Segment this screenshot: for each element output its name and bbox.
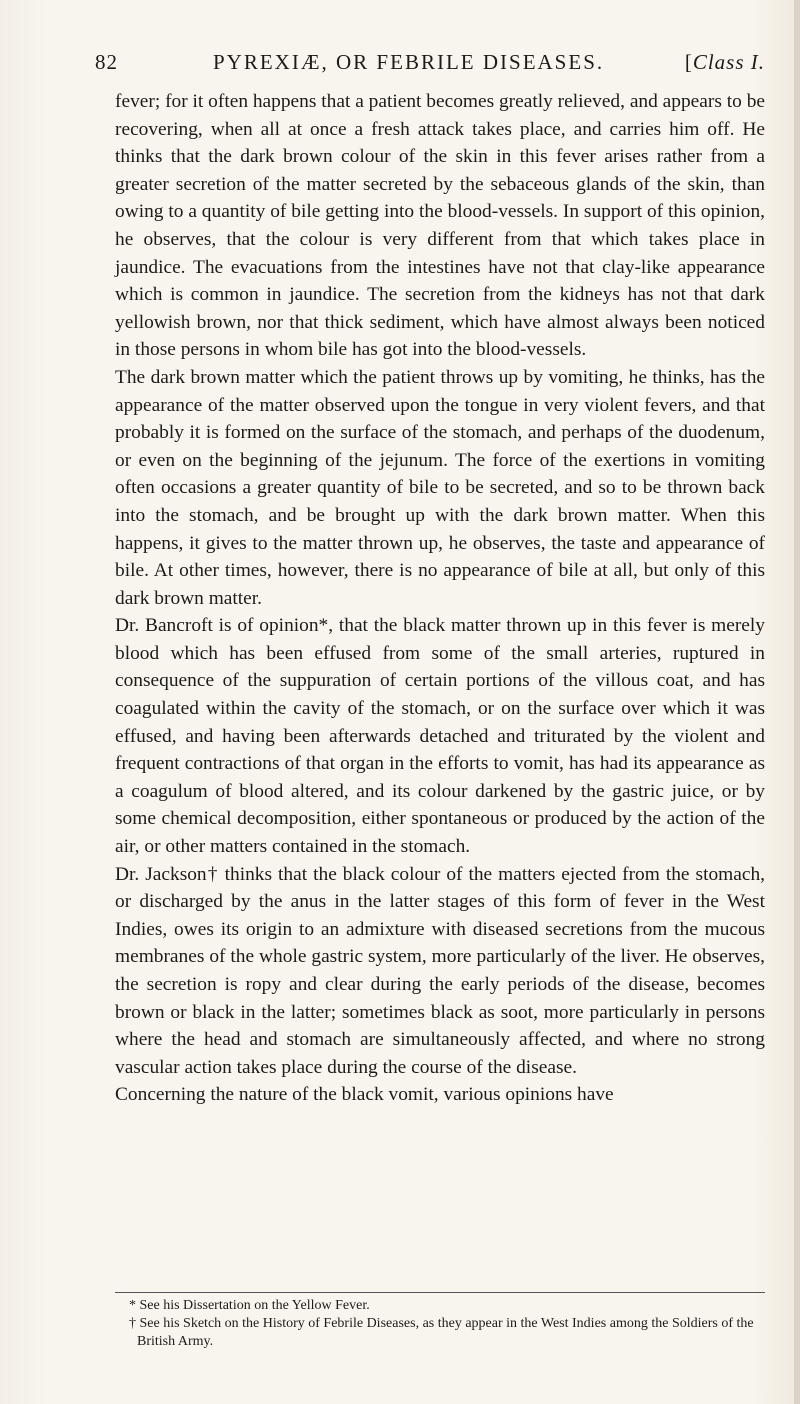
body-text	[115, 88, 765, 1109]
page-edge	[794, 0, 800, 1404]
footnote-rule	[115, 1292, 765, 1293]
class-label	[685, 50, 765, 75]
paragraph-2: The dark brown matter which the patient throws up by vomiting, he thinks, has the appearance of the matter observed upon the tongue in very violent fevers, and that probably it is formed on the surface of the stomach, and perhaps of the duodenum, or even on the beginning of the jejunum. The force of the exertions in vomiting often occasions a greater quantity of bile to be secreted, and so to be thrown back into the stomach, and be brought up with the dark brown matter. When this happens, it gives to the matter thrown up, he observes, the taste and appearance of bile. At other times, however, there is no appearance of bile at all, but only of this dark brown matter.	[115, 366, 765, 609]
paragraph-5: Concerning the nature of the black vomit, various opinions have	[115, 1084, 614, 1106]
class-label-text: Class I.	[692, 50, 765, 74]
running-title: PYREXIÆ, OR FEBRILE DISEASES.	[213, 50, 605, 74]
footnote-1: * See his Dissertation on the Yellow Fever.	[129, 1298, 370, 1313]
footnote-2: † See his Sketch on the History of Febrile Diseases, as they appear in the West Indies among the Soldiers of the British Army.	[129, 1316, 754, 1349]
footnotes	[115, 1297, 770, 1351]
paragraph-3: Dr. Bancroft is of opinion*, that the black matter thrown up in this fever is merely blood which has been effused from some of the small arteries, ruptured in consequence of the suppuration of certain portions of the villous coat, and has coagulated within the cavity of the stomach, or on the surface over which it was effused, and having been afterwards detached and triturated by the violent and frequent contractions of that organ in the efforts to vomit, has had its appearance as a coagulum of blood altered, and its colour darkened by the gastric juice, or by some chemical decomposition, either spontaneous or produced by the action of the air, or other matters contained in the stomach.	[115, 615, 765, 858]
page-number: 82	[95, 50, 118, 74]
paragraph-4: Dr. Jackson† thinks that the black colour of the matters ejected from the stomach, or discharged by the anus in the latter stages of this form of fever in the West Indies, owes its origin to an admixture with diseased secretions from the mucous membranes of the whole gastric system, more particularly of the liver. He observes, the secretion is ropy and clear during the early periods of the disease, becomes brown or black in the latter; sometimes black as soot, more particularly in persons where the head and stomach are simultaneously affected, and where no strong vascular action takes place during the course of the disease.	[115, 863, 765, 1078]
running-header	[95, 50, 765, 80]
class-label-bracket: [	[684, 50, 693, 74]
paragraph-1: fever; for it often happens that a patient becomes greatly relieved, and appears to be recovering, when all at once a fresh attack takes place, and carries him off. He thinks that the dark brown colour of the skin in this fever arises rather from a greater secretion of the matter secreted by the sebaceous glands of the skin, than owing to a quantity of bile getting into the blood-vessels. In support of this opinion, he observes, that the colour is very different from that which takes place in jaundice. The evacuations from the intestines have not that clay-like appearance which is common in jaundice. The secretion from the kidneys has not that dark yellowish brown, nor that thick sediment, which have almost always been noticed in those persons in whom bile has got into the blood-vessels.	[115, 91, 765, 361]
